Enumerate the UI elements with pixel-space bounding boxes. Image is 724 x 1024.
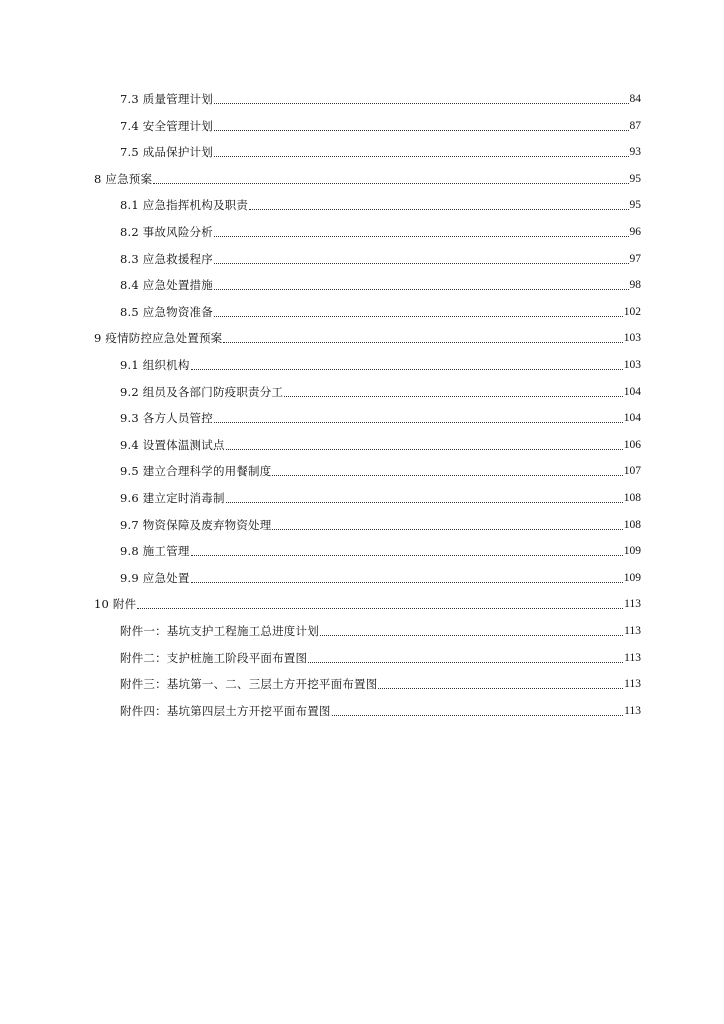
toc-entry-page-number: 93 xyxy=(629,146,641,158)
toc-entry[interactable] xyxy=(120,516,641,532)
toc-entry[interactable] xyxy=(94,170,641,186)
toc-entry[interactable] xyxy=(120,462,641,478)
toc-entry[interactable] xyxy=(120,675,641,691)
toc-entry[interactable] xyxy=(120,90,641,106)
toc-entry-page-number: 104 xyxy=(623,386,641,398)
toc-entry-title: 8.5 应急物资准备 xyxy=(120,305,213,319)
toc-dot-leader xyxy=(226,449,623,450)
toc-entry-page-number: 98 xyxy=(629,279,641,291)
toc-entry-title: 7.3 质量管理计划 xyxy=(120,92,213,106)
toc-entry-page-number: 102 xyxy=(623,306,641,318)
toc-dot-leader xyxy=(137,608,623,609)
toc-entry-title: 9.7 物资保障及废弃物资处理 xyxy=(120,518,272,532)
toc-entry-page-number: 108 xyxy=(623,519,641,531)
toc-entry[interactable] xyxy=(120,383,641,399)
toc-dot-leader xyxy=(284,396,623,397)
toc-entry-page-number: 107 xyxy=(623,465,641,477)
toc-entry[interactable] xyxy=(120,356,641,372)
toc-entry[interactable] xyxy=(120,409,641,425)
toc-dot-leader xyxy=(226,502,623,503)
toc-dot-leader xyxy=(214,263,629,264)
toc-dot-leader xyxy=(308,662,623,663)
toc-entry-page-number: 103 xyxy=(623,332,641,344)
toc-entry-page-number: 96 xyxy=(629,226,641,238)
toc-entry-title: 附件一：基坑支护工程施工总进度计划 xyxy=(120,624,319,638)
toc-entry-page-number: 84 xyxy=(629,93,641,105)
toc-entry-title: 8.3 应急救援程序 xyxy=(120,252,213,266)
toc-dot-leader xyxy=(214,316,623,317)
toc-entry-page-number: 108 xyxy=(623,492,641,504)
toc-dot-leader xyxy=(214,156,629,157)
toc-entry[interactable] xyxy=(120,250,641,266)
toc-dot-leader xyxy=(223,342,622,343)
toc-entry-page-number: 113 xyxy=(624,705,641,717)
toc-entry-title: 附件三：基坑第一、二、三层土方开挖平面布置图 xyxy=(120,677,378,691)
toc-entry-title: 8.2 事故风险分析 xyxy=(120,225,213,239)
toc-entry[interactable] xyxy=(120,196,641,212)
toc-entry-title: 9.2 组员及各部门防疫职责分工 xyxy=(120,385,284,399)
toc-entry-title: 9.5 建立合理科学的用餐制度 xyxy=(120,464,272,478)
toc-entry-title: 7.4 安全管理计划 xyxy=(120,119,213,133)
toc-entry-title: 9.1 组织机构 xyxy=(120,358,190,372)
toc-entry-title: 8.4 应急处置措施 xyxy=(120,278,213,292)
toc-entry[interactable] xyxy=(120,649,641,665)
toc-entry[interactable] xyxy=(120,542,641,558)
toc-entry-title: 9.3 各方人员管控 xyxy=(120,411,213,425)
toc-dot-leader xyxy=(214,103,629,104)
toc-entry-page-number: 95 xyxy=(629,199,641,211)
toc-entry-page-number: 109 xyxy=(623,545,641,557)
toc-entry-page-number: 109 xyxy=(623,572,641,584)
toc-dot-leader xyxy=(272,475,622,476)
toc-entry-title: 9.4 设置体温测试点 xyxy=(120,438,225,452)
toc-entry-title: 7.5 成品保护计划 xyxy=(120,145,213,159)
toc-dot-leader xyxy=(272,529,622,530)
toc-entry[interactable] xyxy=(120,143,641,159)
toc-entry-page-number: 95 xyxy=(629,173,641,185)
toc-entry[interactable] xyxy=(120,117,641,133)
toc-dot-leader xyxy=(214,130,629,131)
toc-entry[interactable] xyxy=(120,702,641,718)
toc-dot-leader xyxy=(332,715,624,716)
toc-entry-title: 8 应急预案 xyxy=(94,172,153,186)
toc-dot-leader xyxy=(191,369,623,370)
toc-dot-leader xyxy=(153,183,628,184)
toc-dot-leader xyxy=(249,209,628,210)
toc-dot-leader xyxy=(378,688,623,689)
toc-dot-leader xyxy=(214,289,629,290)
toc-dot-leader xyxy=(214,422,623,423)
toc-entry[interactable] xyxy=(120,622,641,638)
toc-entry-page-number: 104 xyxy=(623,412,641,424)
toc-entry[interactable] xyxy=(120,276,641,292)
toc-entry-page-number: 113 xyxy=(624,625,641,637)
toc-entry-page-number: 97 xyxy=(629,253,641,265)
toc-entry[interactable] xyxy=(120,489,641,505)
toc-entry-title: 附件四：基坑第四层土方开挖平面布置图 xyxy=(120,704,331,718)
toc-dot-leader xyxy=(214,236,629,237)
toc-entry-title: 9.8 施工管理 xyxy=(120,544,190,558)
toc-entry-title: 8.1 应急指挥机构及职责 xyxy=(120,198,249,212)
toc-entry[interactable] xyxy=(120,303,641,319)
toc-entry-title: 9 疫情防控应急处置预案 xyxy=(94,331,223,345)
toc-entry-page-number: 113 xyxy=(624,652,641,664)
toc-entry[interactable] xyxy=(120,223,641,239)
toc-entry-title: 9.9 应急处置 xyxy=(120,571,190,585)
toc-entry-page-number: 113 xyxy=(624,598,641,610)
toc-entry[interactable] xyxy=(120,436,641,452)
toc-entry-title: 9.6 建立定时消毒制 xyxy=(120,491,225,505)
toc-entry-page-number: 113 xyxy=(624,678,641,690)
toc-entry[interactable] xyxy=(120,569,641,585)
toc-dot-leader xyxy=(191,555,623,556)
toc-entry-page-number: 87 xyxy=(629,120,641,132)
toc-entry[interactable] xyxy=(94,595,641,611)
toc-dot-leader xyxy=(320,635,623,636)
toc-entry[interactable] xyxy=(94,329,641,345)
toc-dot-leader xyxy=(191,582,623,583)
toc-entry-page-number: 106 xyxy=(623,439,641,451)
toc-entry-page-number: 103 xyxy=(623,359,641,371)
toc-entry-title: 10 附件 xyxy=(94,597,137,611)
toc-entry-title: 附件二：支护桩施工阶段平面布置图 xyxy=(120,651,308,665)
